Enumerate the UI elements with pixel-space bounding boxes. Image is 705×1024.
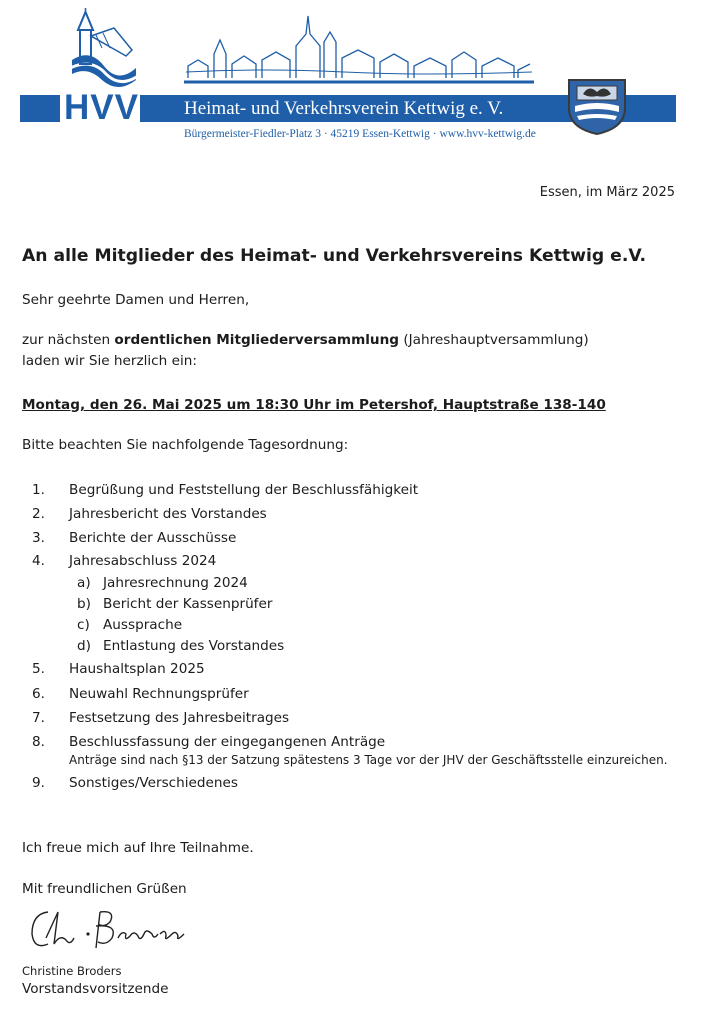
agenda-item: Haushaltsplan 2025 xyxy=(69,661,205,677)
agenda-subitem: Aussprache xyxy=(103,617,183,633)
header-bar-left xyxy=(20,95,60,122)
agenda-subitem: Bericht der Kassenprüfer xyxy=(103,596,273,612)
signer-role: Vorstandsvorsitzende xyxy=(22,981,169,997)
subitem-letter: d) xyxy=(77,638,91,654)
tower-logo-icon xyxy=(70,8,140,90)
agenda-item: Festsetzung des Jahresbeitrages xyxy=(69,710,290,726)
subitem-letter: c) xyxy=(77,617,90,633)
agenda-item: Jahresabschluss 2024 xyxy=(69,553,217,569)
subitem-letter: a) xyxy=(77,575,91,591)
meeting-details: Montag, den 26. Mai 2025 um 18:30 Uhr im Petershof, Hauptstraße 138-140 xyxy=(22,397,606,413)
agenda-number: 8. xyxy=(32,734,45,750)
intro-suffix: (Jahreshauptversammlung) xyxy=(399,332,589,348)
agenda-number: 9. xyxy=(32,775,45,791)
agenda-number: 5. xyxy=(32,661,45,677)
regards: Mit freundlichen Grüßen xyxy=(22,881,187,897)
agenda-note: Anträge sind nach §13 der Satzung spätestens 3 Tage vor der JHV der Geschäftsstelle einzureichen. xyxy=(69,753,668,767)
subitem-letter: b) xyxy=(77,596,91,612)
agenda-intro: Bitte beachten Sie nachfolgende Tagesordnung: xyxy=(22,437,349,453)
intro-bold: ordentlichen Mitgliederversammlung xyxy=(114,332,400,348)
organization-address: Bürgermeister-Fiedler-Platz 3 · 45219 Essen-Kettwig · www.hvv-kettwig.de xyxy=(184,128,536,140)
agenda-item: Jahresbericht des Vorstandes xyxy=(69,506,267,522)
agenda-number: 3. xyxy=(32,530,45,546)
handwritten-signature xyxy=(26,904,196,956)
closing-line: Ich freue mich auf Ihre Teilnahme. xyxy=(22,840,254,856)
agenda-item: Beschlussfassung der eingegangenen Anträge xyxy=(69,734,386,750)
letter-date: Essen, im März 2025 xyxy=(539,185,675,200)
signer-name: Christine Broders xyxy=(22,964,122,978)
salutation: Sehr geehrte Damen und Herren, xyxy=(22,292,250,308)
organization-name: Heimat- und Verkehrsverein Kettwig e. V. xyxy=(184,98,504,119)
coat-of-arms-icon xyxy=(565,76,629,136)
agenda-item: Neuwahl Rechnungsprüfer xyxy=(69,686,249,702)
agenda-number: 2. xyxy=(32,506,45,522)
agenda-number: 6. xyxy=(32,686,45,702)
agenda-item: Begrüßung und Feststellung der Beschlussfähigkeit xyxy=(69,482,419,498)
town-skyline-icon xyxy=(184,10,534,86)
agenda-number: 1. xyxy=(32,482,45,498)
agenda-subitem: Jahresrechnung 2024 xyxy=(103,575,248,591)
letter-heading: An alle Mitglieder des Heimat- und Verkehrsvereins Kettwig e.V. xyxy=(22,246,646,266)
intro-prefix: zur nächsten xyxy=(22,332,115,348)
intro-line-2: laden wir Sie herzlich ein: xyxy=(22,353,197,369)
agenda-item: Berichte der Ausschüsse xyxy=(69,530,237,546)
intro-line xyxy=(22,331,589,349)
hvv-logo-text: HVV xyxy=(64,88,139,127)
agenda-subitem: Entlastung des Vorstandes xyxy=(103,638,285,654)
agenda-number: 4. xyxy=(32,553,45,569)
agenda-number: 7. xyxy=(32,710,45,726)
agenda-item: Sonstiges/Verschiedenes xyxy=(69,775,238,791)
